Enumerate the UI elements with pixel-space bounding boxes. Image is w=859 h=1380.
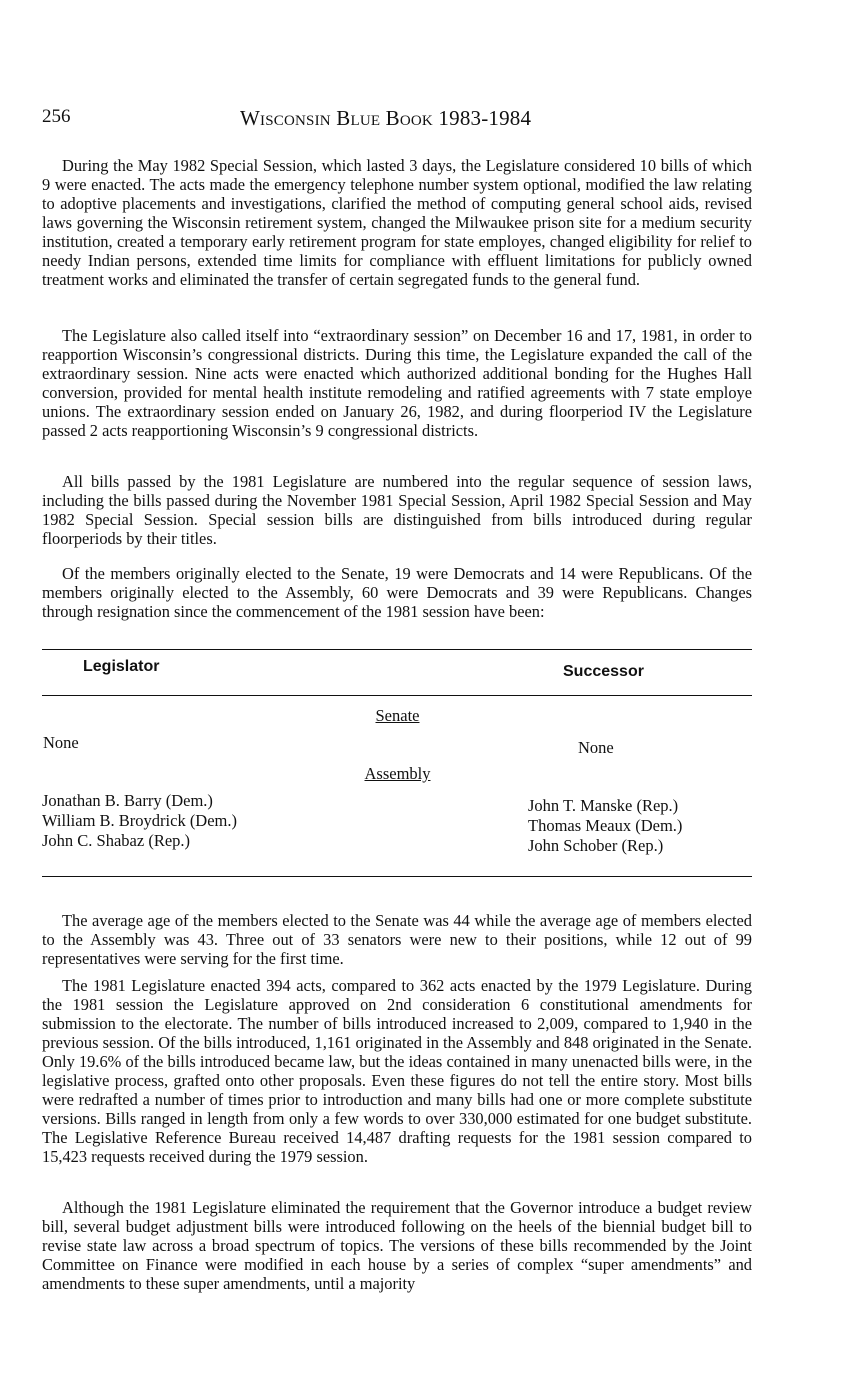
table-cell: John T. Manske (Rep.) bbox=[528, 796, 679, 815]
table-cell: None bbox=[578, 738, 614, 757]
paragraph-special-session: During the May 1982 Special Session, which lasted 3 days, the Legislature considered 10 bills of which 9 were enacted. The acts made the emergency telephone number system optional, modified the law relating to adoptive placements and investigations, clarified the method of computing general school aids, revised laws governing the Wisconsin retirement system, changed the Milwaukee prison site for a medium security institution, created a temporary early retirement program for state employes, changed eligibility for relief to needy Indian persons, extended time limits for compliance with effluent limitations for publicly owned treatment works and eliminated the transfer of certain segregated funds to the general fund. bbox=[42, 156, 752, 289]
assembly-successors bbox=[528, 796, 682, 856]
paragraph-extraordinary-session: The Legislature also called itself into “extraordinary session” on December 16 and 17, 1981, in order to reapportion Wisconsin’s congressional districts. During this time, the Legislature expanded the call of the extraordinary session. Nine acts were enacted which authorized additional bonding for the Hughes Hall conversion, provided for mental health institute remodeling and ratified agreements with 7 state employe unions. The extraordinary session ended on January 26, 1982, and during floorperiod IV the Legislature passed 2 acts reapportioning Wisconsin’s 9 congressional districts. bbox=[42, 326, 752, 440]
table-bottom-rule bbox=[42, 876, 752, 877]
running-head-title: Wisconsin Blue Book 1983-1984 bbox=[240, 106, 532, 130]
table-cell: John Schober (Rep.) bbox=[528, 836, 664, 855]
table-cell: John C. Shabaz (Rep.) bbox=[42, 831, 191, 850]
paragraph-party-membership: Of the members originally elected to the Senate, 19 were Democrats and 14 were Republicans. Of the members originally elected to the Assembly, 60 were Democrats and 39 were Republicans. Changes through resignation since the commencement of the 1981 session have been: bbox=[42, 564, 752, 621]
paragraph-acts-enacted: The 1981 Legislature enacted 394 acts, compared to 362 acts enacted by the 1979 Legislature. During the 1981 session the Legislature approved on 2nd consideration 6 constitutional amendments for submission to the electorate. The number of bills introduced increased to 2,009, compared to 1,940 in the previous session. Of the bills introduced, 1,161 originated in the Assembly and 848 originated in the Senate. Only 19.6% of the bills introduced became law, but the ideas contained in many unenacted bills were, in the legislative process, grafted onto other proposals. Even these figures do not tell the entire story. Most bills were redrafted a number of times prior to introduction and many bills had one or more complete substitute versions. Bills ranged in length from only a few words to over 330,000 estimated for one budget substitute. The Legislative Reference Bureau received 14,487 drafting requests for the 1981 session compared to 15,423 requests received during the 1979 session. bbox=[42, 976, 752, 1166]
page-number: 256 bbox=[42, 106, 71, 127]
successor-column-header: Successor bbox=[563, 663, 644, 680]
table-cell: Jonathan B. Barry (Dem.) bbox=[42, 791, 213, 810]
assembly-section-label: Assembly bbox=[364, 764, 431, 783]
paragraph-session-laws: All bills passed by the 1981 Legislature are numbered into the regular sequence of session laws, including the bills passed during the November 1981 Special Session, April 1982 Special Session and May 1982 Special Session. Special session bills are distinguished from bills introduced during regular floorperiods by their titles. bbox=[42, 472, 752, 548]
legislator-column-header: Legislator bbox=[83, 658, 160, 675]
table-header-rule bbox=[42, 695, 752, 696]
table-cell: None bbox=[43, 733, 79, 752]
table-top-rule bbox=[42, 649, 752, 650]
assembly-legislators bbox=[42, 791, 237, 851]
table-cell: William B. Broydrick (Dem.) bbox=[42, 811, 238, 830]
senate-legislators bbox=[43, 733, 79, 753]
paragraph-budget-bills: Although the 1981 Legislature eliminated the requirement that the Governor introduce a budget review bill, several budget adjustment bills were introduced following on the heels of the biennial budget bill to revise state law across a broad spectrum of topics. The versions of these bills recommended by the Joint Committee on Finance were modified in each house by a series of complex “super amendments” and amendments to these super amendments, until a majority bbox=[42, 1198, 752, 1293]
paragraph-average-age: The average age of the members elected to the Senate was 44 while the average age of members elected to the Assembly was 43. Three out of 33 senators were new to their positions, while 12 out of 99 representatives were serving for the first time. bbox=[42, 911, 752, 968]
senate-successors bbox=[578, 738, 614, 758]
senate-section-label: Senate bbox=[375, 706, 420, 725]
table-cell: Thomas Meaux (Dem.) bbox=[528, 816, 683, 835]
